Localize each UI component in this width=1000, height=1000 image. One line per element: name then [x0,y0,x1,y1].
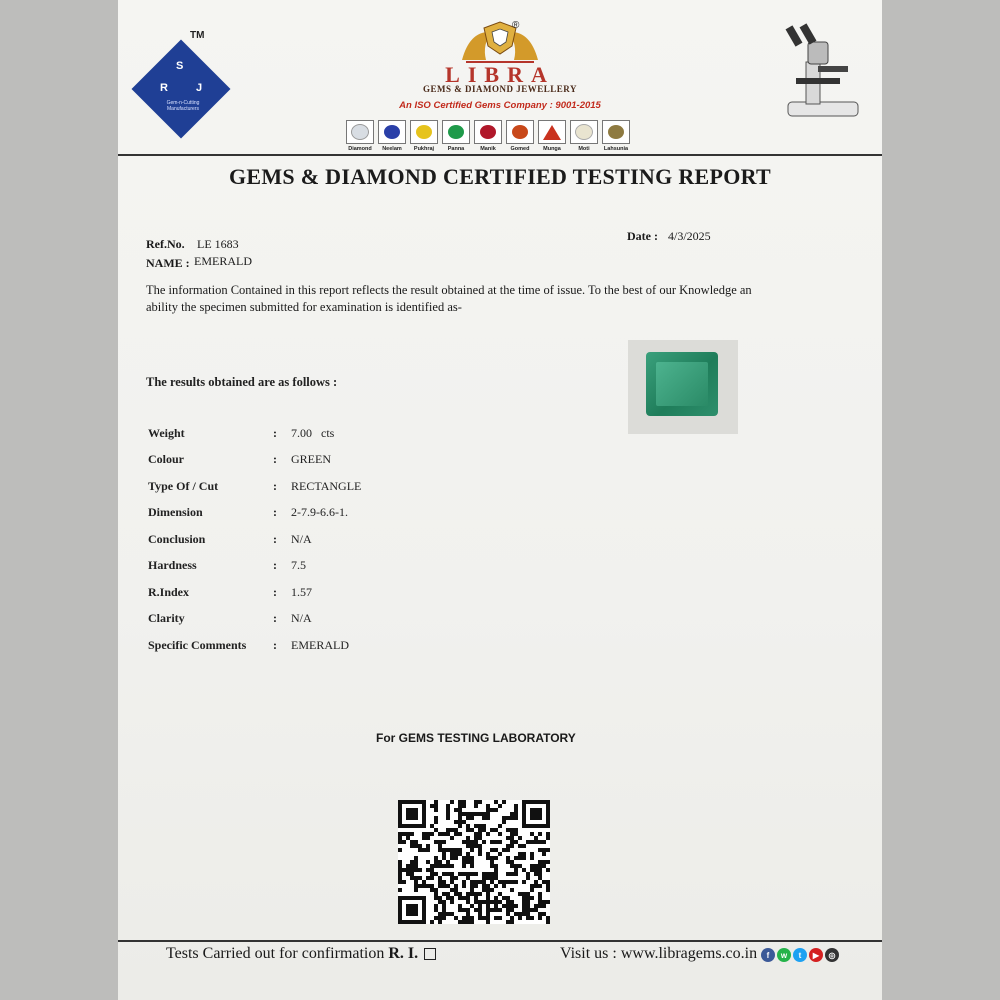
date-label: Date : [627,229,658,243]
munga-gem-icon [543,125,561,140]
libra-crest-icon [452,20,548,66]
name-value: EMERALD [194,254,252,268]
gem-neelam: Neelam [378,120,406,152]
spec-row-dimension: Dimension : 2-7.9-6.6-1. [148,505,348,520]
header-divider [118,154,882,156]
date-value: 4/3/2025 [668,229,711,243]
srj-letter-r: R [160,82,168,94]
brand-name: LIBRA [445,62,555,87]
gem-strip [346,120,630,152]
gem-pukhraj: Pukhraj [410,120,438,152]
spec-row-conclusion: Conclusion : N/A [148,531,312,546]
spec-row-cut: Type Of / Cut : RECTANGLE [148,478,362,493]
iso-certification: An ISO Certified Gems Company : 9001-2015 [399,100,601,111]
footer-divider [118,940,882,942]
spec-row-clarity: Clarity : N/A [148,611,312,626]
results-heading: The results obtained are as follows : [146,375,338,389]
spec-row-hardness: Hardness : 7.5 [148,558,306,573]
ref-label: Ref.No. [146,237,185,251]
whatsapp-icon[interactable]: w [777,948,791,962]
brand-subtitle: GEMS & DIAMOND JEWELLERY [423,84,577,94]
checkbox-icon [424,948,436,960]
srj-letter-s: S [176,60,184,72]
name-label: NAME : [146,256,190,270]
gomed-gem-icon [512,125,528,139]
lab-signature-label: For GEMS TESTING LABORATORY [376,731,576,745]
tests-method: R. I. [388,945,419,962]
spec-row-colour: Colour : GREEN [148,452,331,467]
spec-row-weight: Weight : 7.00 cts [148,425,335,440]
panna-gem-icon [448,125,464,139]
instagram-icon[interactable]: ◎ [825,948,839,962]
facebook-icon[interactable]: f [761,948,775,962]
spec-row-rindex: R.Index : 1.57 [148,584,312,599]
registered-mark: ® [512,20,520,31]
spec-table [148,420,361,659]
manik-gem-icon [480,125,496,139]
gem-munga: Munga [538,120,566,152]
srj-letter-j: J [196,82,203,94]
tests-note: Tests Carried out for confirmation R. I. [166,945,436,963]
spec-row-comments: Specific Comments : EMERALD [148,637,349,652]
emerald-image [646,352,718,416]
specimen-photo [628,340,738,434]
youtube-icon[interactable]: ▶ [809,948,823,962]
ref-value: LE 1683 [197,237,239,251]
qr-code[interactable] [398,800,550,924]
gem-lahsunia: Lahsunia [602,120,630,152]
gem-moti: Moti [570,120,598,152]
neelam-gem-icon [384,125,400,139]
gem-panna: Panna [442,120,470,152]
social-icons [761,948,839,962]
gem-gomed: Gomed [506,120,534,152]
twitter-icon[interactable]: t [793,948,807,962]
microscope-icon [778,22,862,122]
srj-logo [132,40,232,140]
website-link[interactable]: Visit us : www.libragems.co.in [560,945,758,962]
lahsunia-gem-icon [608,125,624,139]
srj-tagline: Gem-n-Cutting Manufacturers [166,100,200,112]
moti-gem-icon [575,124,593,140]
pukhraj-gem-icon [416,125,432,139]
gem-diamond: Diamond [346,120,374,152]
intro-paragraph: The information Contained in this report reflects the result obtained at the time of issue. To the best of our Knowledge an ability the specimen submitted for examination is identified as- [146,283,752,314]
diamond-gem-icon [351,124,369,140]
gem-manik: Manik [474,120,502,152]
report-title: GEMS & DIAMOND CERTIFIED TESTING REPORT [228,164,772,189]
trademark-mark: TM [190,30,205,41]
